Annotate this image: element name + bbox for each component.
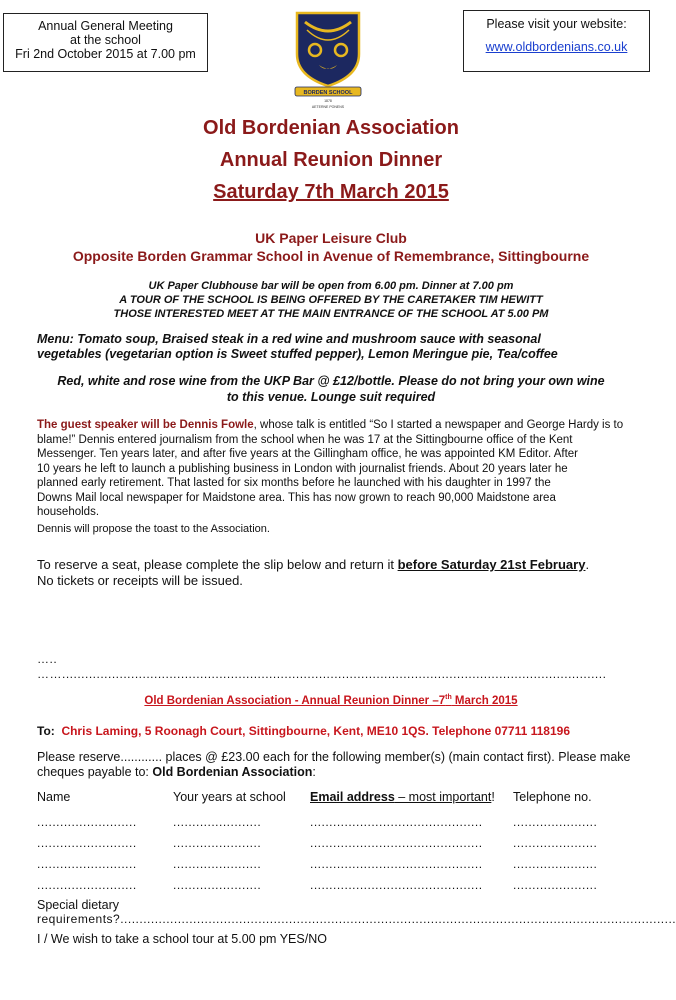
row-4-phone[interactable]: ...................... — [513, 878, 598, 892]
slip-reserve-post: : — [312, 765, 316, 779]
slip-to-line — [37, 724, 570, 738]
slip-title-text — [144, 695, 517, 707]
wine-line-1: Red, white and rose wine from the UKP Bar @ £12/bottle. Please do not bring your own wine — [57, 374, 605, 388]
menu-line-2: vegetables (vegetarian option is Sweet stuffed pepper), Lemon Meringue pie, Tea/coffee — [37, 347, 558, 361]
speaker-line-7: households. — [37, 506, 100, 518]
row-2-phone[interactable]: ...................... — [513, 836, 598, 850]
website-prompt: Please visit your website: — [486, 17, 627, 31]
col-header-email-rest: – most important — [394, 790, 492, 804]
slip-payee: Old Bordenian Association — [152, 765, 313, 779]
tour-question: I / We wish to take a school tour at 5.00 pm YES/NO — [37, 932, 327, 946]
reserve-line-1-pre: To reserve a seat, please complete the slip below and return it — [37, 557, 398, 572]
col-header-name: Name — [37, 790, 71, 804]
row-1-email[interactable]: ............................................. — [310, 815, 483, 829]
speaker-line-1-rest: , whose talk is entitled “So I started a newspaper and George Hardy is to — [253, 419, 624, 431]
speaker-line-2: blame!” Dennis entered journalism from the school when he was 17 at the Sittingbourne office of the Kent — [37, 433, 573, 446]
row-2-name[interactable]: .......................... — [37, 836, 137, 850]
title-event: Annual Reunion Dinner — [219, 149, 443, 171]
details-line-3: THOSE INTERESTED MEET AT THE MAIN ENTRANCE OF THE SCHOOL AT 5.00 PM — [113, 308, 549, 320]
agm-line-3: Fri 2nd October 2015 at 7.00 pm — [15, 47, 196, 61]
row-4-email[interactable]: ............................................. — [310, 878, 483, 892]
reserve-paragraph — [37, 557, 637, 589]
reserve-deadline: before Saturday 21st February — [397, 557, 586, 572]
slip-title-sup: th — [445, 694, 452, 701]
col-header-email-bang: ! — [491, 790, 495, 804]
slip-to-label: To: — [37, 724, 55, 738]
speaker-line-1 — [37, 418, 637, 433]
speaker-lead: The guest speaker will be Dennis Fowle — [37, 419, 254, 431]
slip-title-post: March 2015 — [451, 694, 518, 707]
col-header-years: Your years at school — [173, 790, 286, 804]
slip-to-address: Chris Laming, 5 Roonagh Court, Sittingbourne, Kent, ME10 1QS. Telephone 07711 118196 — [61, 724, 570, 738]
speaker-line-3: Messenger. Ten years later, and after five years at the Gillingham office, he was appointed KM Editor. After — [37, 448, 579, 460]
toast-note: Dennis will propose the toast to the Association. — [37, 523, 270, 535]
website-link[interactable]: www.oldbordenians.co.uk — [485, 40, 628, 54]
slip-reserve-line-1: Please reserve............ places @ £23.00 each for the following member(s) (main contact first). Please make — [37, 750, 631, 764]
row-3-phone[interactable]: ...................... — [513, 857, 598, 871]
row-1-years[interactable]: ....................... — [173, 815, 262, 829]
row-4-name[interactable]: .......................... — [37, 878, 137, 892]
speaker-line-4: 10 years he left to launch a publishing business in London with journalist friends. About 20 years later he — [37, 462, 568, 475]
cut-line-short: ….. — [37, 652, 58, 666]
menu-line-1: Menu: Tomato soup, Braised steak in a red wine and mushroom sauce with seasonal — [37, 332, 541, 346]
row-1-phone[interactable]: ...................... — [513, 815, 598, 829]
reserve-line-1 — [37, 557, 637, 573]
agm-line-1: Annual General Meeting — [38, 19, 173, 33]
dietary-field[interactable]: requirements?................................................................................................................................................. — [37, 912, 676, 926]
cut-line: …….............................................................................................................................................. — [37, 667, 607, 681]
crest-motto: AETERNE PONENS — [311, 105, 345, 109]
row-2-email[interactable]: ............................................. — [310, 836, 483, 850]
title-association: Old Bordenian Association — [203, 117, 459, 139]
details-line-1: UK Paper Clubhouse bar will be open from 6.00 pm. Dinner at 7.00 pm — [148, 280, 514, 292]
col-header-email-bold: Email address — [310, 790, 395, 804]
venue-address: Opposite Borden Grammar School in Avenue of Remembrance, Sittingbourne — [72, 248, 590, 264]
row-3-name[interactable]: .......................... — [37, 857, 137, 871]
col-header-phone: Telephone no. — [513, 790, 592, 804]
row-3-years[interactable]: ....................... — [173, 857, 262, 871]
details-line-2: A TOUR OF THE SCHOOL IS BEING OFFERED BY THE CARETAKER TIM HEWITT — [119, 294, 543, 306]
agm-notice-box — [3, 13, 208, 72]
wine-line-2: to this venue. Lounge suit required — [226, 390, 436, 404]
speaker-line-5: planned early retirement. That lasted for six months before he launched with his daughter in 1997 the — [37, 477, 551, 489]
speaker-paragraph — [37, 418, 637, 520]
col-header-email — [310, 790, 495, 804]
crest-year: 1878 — [324, 99, 332, 103]
slip-title — [0, 694, 662, 707]
reserve-line-2: No tickets or receipts will be issued. — [37, 573, 243, 588]
agm-line-2: at the school — [70, 33, 141, 47]
crest-banner-text: BORDEN SCHOOL — [303, 90, 353, 96]
row-4-years[interactable]: ....................... — [173, 878, 262, 892]
reserve-line-1-post: . — [585, 557, 590, 572]
slip-reserve-line-2 — [37, 765, 316, 779]
website-box — [463, 10, 650, 72]
dietary-label: Special dietary — [37, 898, 119, 912]
row-3-email[interactable]: ............................................. — [310, 857, 483, 871]
slip-title-pre: Old Bordenian Association - Annual Reunion Dinner –7 — [144, 694, 446, 707]
venue-name: UK Paper Leisure Club — [255, 230, 407, 246]
row-2-years[interactable]: ....................... — [173, 836, 262, 850]
speaker-line-6: Downs Mail local newspaper for Maidstone area. This has now grown to reach 90,000 Maidstone area — [37, 491, 556, 504]
school-crest-logo — [293, 10, 363, 110]
row-1-name[interactable]: .......................... — [37, 815, 137, 829]
title-date: Saturday 7th March 2015 — [213, 181, 449, 203]
title-date-wrap — [0, 181, 662, 204]
slip-reserve-pre: cheques payable to: — [37, 765, 153, 779]
